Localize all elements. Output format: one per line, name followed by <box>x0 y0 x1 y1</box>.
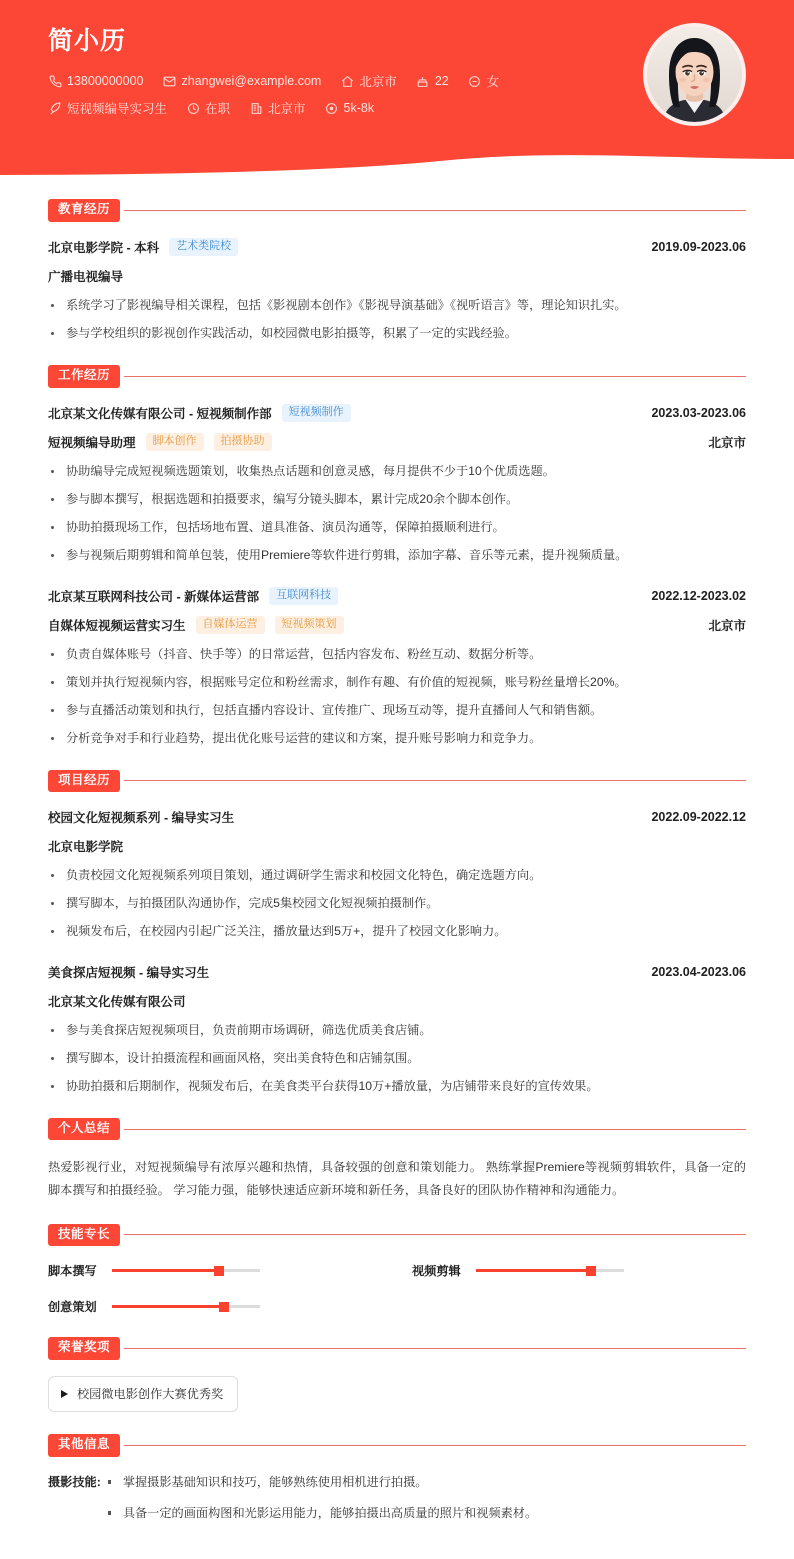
section-header-education <box>48 199 746 222</box>
section-title-awards: 荣誉奖项 <box>48 1337 120 1360</box>
skill-fill <box>112 1305 224 1308</box>
contact-email <box>162 74 321 88</box>
skill-knob[interactable] <box>214 1266 224 1276</box>
list-item: 协助拍摄和后期制作，视频发布后，在美食类平台获得10万+播放量，为店铺带来良好的宣传效果。 <box>48 1077 746 1096</box>
job-intent <box>48 99 167 117</box>
expected-salary <box>325 101 375 115</box>
list-item: 掌握摄影基础知识和技巧，能够熟练使用相机进行拍摄。 <box>105 1473 537 1492</box>
list-item: 参与学校组织的影视创作实践活动，如校园微电影拍摄等，积累了一定的实践经验。 <box>48 324 746 343</box>
section-title-skills: 技能专长 <box>48 1224 120 1247</box>
entry-title-group <box>48 808 234 826</box>
avatar-photo <box>647 27 742 122</box>
resume-header <box>0 0 794 187</box>
list-item: 具备一定的画面构图和光影运用能力，能够拍摄出高质量的照片和视频素材。 <box>105 1504 537 1523</box>
page-title: 简小历 <box>48 27 127 55</box>
list-item: 视频发布后，在校园内引起广泛关注，播放量达到5万+，提升了校园文化影响力。 <box>48 922 746 941</box>
entry-title-group <box>48 587 338 605</box>
education-tag: 艺术类院校 <box>169 238 238 256</box>
section-skills <box>48 1224 746 1316</box>
header-wave-decoration <box>0 147 794 187</box>
school-name: 北京电影学院 - 本科 <box>48 240 160 255</box>
section-other <box>48 1434 746 1535</box>
skill-slider[interactable] <box>112 1269 260 1272</box>
clock-icon <box>186 101 200 115</box>
work-location: 北京市 <box>708 435 746 450</box>
section-header-skills <box>48 1224 746 1247</box>
section-rule <box>124 1348 746 1349</box>
list-item: 参与美食探店短视频项目，负责前期市场调研，筛选优质美食店铺。 <box>48 1021 746 1040</box>
section-header-awards <box>48 1337 746 1360</box>
phone-icon <box>48 74 62 88</box>
entry-header <box>48 238 746 256</box>
section-rule <box>124 1445 746 1446</box>
list-item: 负责自媒体账号（抖音、快手等）的日常运营，包括内容发布、粉丝互动、数据分析等。 <box>48 645 746 664</box>
contact-gender <box>468 72 500 90</box>
work-date: 2022.12-2023.02 <box>651 588 746 603</box>
entry-title-group <box>48 238 238 256</box>
cake-icon <box>416 74 430 88</box>
skill-slider[interactable] <box>112 1305 260 1308</box>
skill-slider[interactable] <box>476 1269 624 1272</box>
work-entry <box>48 404 746 565</box>
skill-item <box>48 1298 382 1315</box>
skill-label: 脚本撰写 <box>48 1264 97 1279</box>
section-title-work: 工作经历 <box>48 365 120 388</box>
list-item: 协助拍摄现场工作，包括场地布置、道具准备、演员沟通等，保障拍摄顺利进行。 <box>48 518 746 537</box>
job-location-text: 北京市 <box>268 102 306 116</box>
award-label: 校园微电影创作大赛优秀奖 <box>77 1387 224 1402</box>
work-entry <box>48 587 746 748</box>
skill-fill <box>112 1269 219 1272</box>
entry-role-group <box>48 616 344 634</box>
list-item: 参与直播活动策划和执行，包括直播内容设计、宣传推广、现场互动等，提升直播间人气和销售额。 <box>48 701 746 720</box>
skill-item <box>412 1262 746 1279</box>
project-entry <box>48 963 746 1096</box>
section-title-education: 教育经历 <box>48 199 120 222</box>
entry-role-group <box>48 433 272 451</box>
other-info-block <box>48 1473 746 1535</box>
work-location: 北京市 <box>708 618 746 633</box>
skill-knob[interactable] <box>219 1302 229 1312</box>
list-item: 撰写脚本，与拍摄团队沟通协作，完成5集校园文化短视频拍摄制作。 <box>48 894 746 913</box>
skill-label: 视频剪辑 <box>412 1264 461 1279</box>
skill-knob[interactable] <box>586 1266 596 1276</box>
project-date: 2023.04-2023.06 <box>651 964 746 979</box>
entry-header <box>48 808 746 826</box>
education-major: 广播电视编导 <box>48 269 124 284</box>
list-item: 分析竞争对手和行业趋势，提出优化账号运营的建议和方案，提升账号影响力和竞争力。 <box>48 729 746 748</box>
section-education <box>48 199 746 343</box>
entry-title-group <box>48 404 351 422</box>
role-tag: 拍摄协助 <box>214 433 272 451</box>
section-rule <box>124 210 746 211</box>
section-rule <box>124 780 746 781</box>
role-tag: 脚本创作 <box>146 433 204 451</box>
list-item: 策划并执行短视频内容，根据账号定位和粉丝需求，制作有趣、有价值的短视频，账号粉丝量增长20%。 <box>48 673 746 692</box>
job-title: 自媒体短视频运营实习生 <box>48 618 186 633</box>
contact-gender-text: 女 <box>486 75 500 89</box>
company-tag: 互联网科技 <box>269 587 338 605</box>
section-title-project: 项目经历 <box>48 770 120 793</box>
avatar <box>643 23 746 126</box>
work-bullets <box>48 645 746 748</box>
entry-header <box>48 587 746 605</box>
company-name: 北京某文化传媒有限公司 - 短视频制作部 <box>48 406 272 421</box>
project-entry <box>48 808 746 941</box>
section-header-work <box>48 365 746 388</box>
building-icon <box>249 101 263 115</box>
skill-label: 创意策划 <box>48 1300 97 1315</box>
education-date: 2019.09-2023.06 <box>651 239 746 254</box>
coin-icon <box>325 101 339 115</box>
other-info-label: 摄影技能: <box>48 1474 101 1489</box>
project-bullets <box>48 866 746 941</box>
summary-text: 热爱影视行业，对短视频编导有浓厚兴趣和热情，具备较强的创意和策划能力。 熟练掌握Premiere等视频剪辑软件，具备一定的脚本撰写和拍摄经验。 学习能力强，能够快速适应新环境和新任务，具备良好的团队协作精神和沟通能力。 <box>48 1160 746 1197</box>
skills-list <box>48 1262 746 1315</box>
project-bullets <box>48 1021 746 1096</box>
other-info-bullets <box>105 1473 537 1535</box>
skill-item <box>48 1262 382 1279</box>
resume-body <box>0 199 794 1559</box>
list-item: 参与脚本撰写，根据选题和拍摄要求，编写分镜头脚本，累计完成20余个脚本创作。 <box>48 490 746 509</box>
rocket-icon <box>48 101 62 115</box>
project-name: 美食探店短视频 - 编导实习生 <box>48 965 210 980</box>
entry-role-row <box>48 616 746 634</box>
expected-salary-text: 5k-8k <box>343 101 375 115</box>
contact-age <box>416 74 449 88</box>
section-title-other: 其他信息 <box>48 1434 120 1457</box>
company-tag: 短视频制作 <box>282 404 351 422</box>
section-awards <box>48 1337 746 1412</box>
education-bullets <box>48 296 746 343</box>
work-bullets <box>48 462 746 565</box>
skill-fill <box>476 1269 591 1272</box>
role-tag: 短视频策划 <box>275 616 344 634</box>
contact-age-text: 22 <box>434 74 449 88</box>
company-name: 北京某互联网科技公司 - 新媒体运营部 <box>48 589 260 604</box>
section-header-summary <box>48 1118 746 1141</box>
section-title-summary: 个人总结 <box>48 1118 120 1141</box>
play-triangle-icon <box>61 1390 68 1398</box>
awards-list <box>48 1376 746 1412</box>
home-icon <box>340 74 354 88</box>
list-item: 系统学习了影视编导相关课程，包括《影视剧本创作》《影视导演基础》《视听语言》等，理论知识扎实。 <box>48 296 746 315</box>
avatar-portrait-illustration <box>647 27 742 122</box>
entry-role-row <box>48 433 746 451</box>
contact-phone-text: 13800000000 <box>67 74 144 88</box>
project-date: 2022.09-2022.12 <box>651 810 746 825</box>
contact-phone <box>48 74 143 88</box>
list-item: 负责校园文化短视频系列项目策划，通过调研学生需求和校园文化特色，确定选题方向。 <box>48 866 746 885</box>
list-item: 撰写脚本，设计拍摄流程和画面风格，突出美食特色和店铺氛围。 <box>48 1049 746 1068</box>
award-item[interactable] <box>48 1376 238 1412</box>
section-rule <box>124 1129 746 1130</box>
gender-icon <box>468 74 482 88</box>
job-status <box>186 99 230 117</box>
education-entry <box>48 238 746 343</box>
section-rule <box>124 1234 746 1235</box>
entry-header <box>48 963 746 981</box>
section-summary <box>48 1118 746 1202</box>
list-item: 参与视频后期剪辑和简单包装，使用Premiere等软件进行剪辑，添加字幕、音乐等元素，提升视频质量。 <box>48 546 746 565</box>
mail-icon <box>162 74 176 88</box>
entry-header <box>48 404 746 422</box>
project-name: 校园文化短视频系列 - 编导实习生 <box>48 811 235 826</box>
section-project <box>48 770 746 1096</box>
job-title: 短视频编导助理 <box>48 435 136 450</box>
section-header-other <box>48 1434 746 1457</box>
section-header-project <box>48 770 746 793</box>
contact-city <box>340 72 397 90</box>
contact-city-text: 北京市 <box>359 75 397 89</box>
entry-title-group <box>48 963 209 981</box>
section-work <box>48 365 746 748</box>
contact-email-text: zhangwei@example.com <box>181 74 322 88</box>
job-intent-text: 短视频编导实习生 <box>67 102 168 116</box>
work-date: 2023.03-2023.06 <box>651 405 746 420</box>
section-rule <box>124 376 746 377</box>
project-org: 北京某文化传媒有限公司 <box>48 994 186 1009</box>
role-tag: 自媒体运营 <box>196 616 265 634</box>
job-location <box>249 99 306 117</box>
project-org: 北京电影学院 <box>48 840 124 855</box>
job-status-text: 在职 <box>205 102 231 116</box>
list-item: 协助编导完成短视频选题策划，收集热点话题和创意灵感，每月提供不少于10个优质选题。 <box>48 462 746 481</box>
